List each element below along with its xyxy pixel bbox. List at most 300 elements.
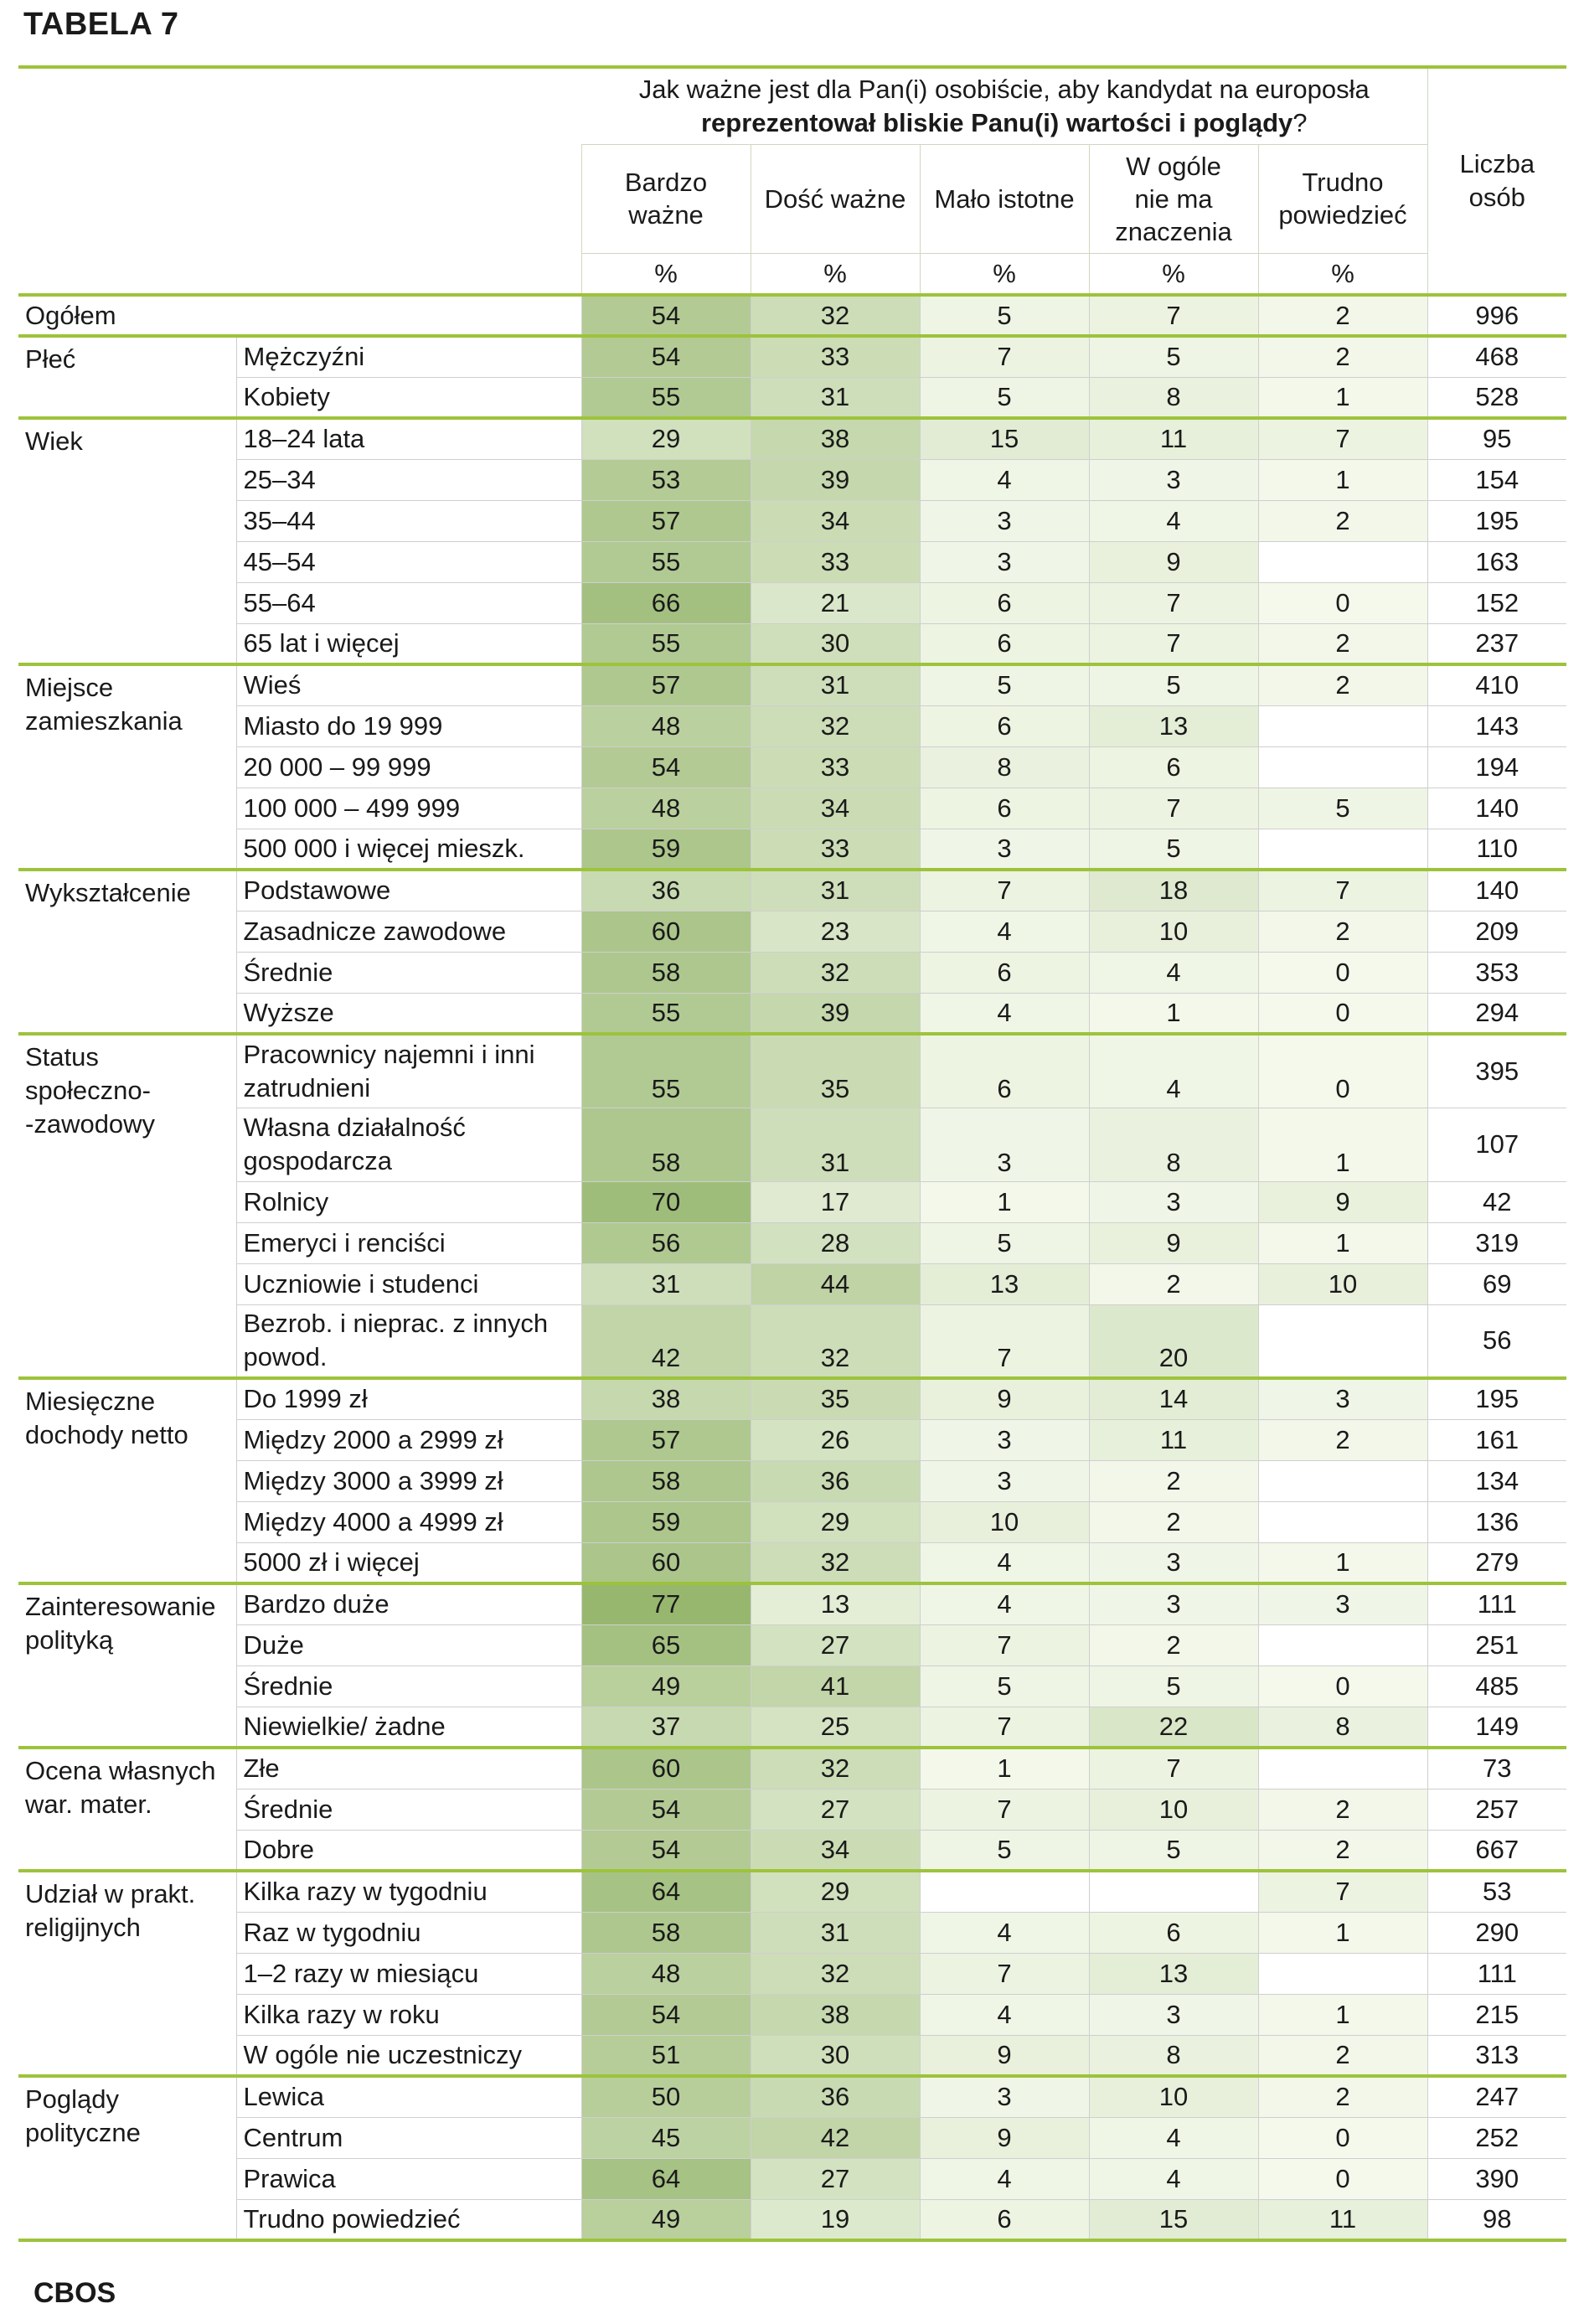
- value-cell: [1258, 541, 1427, 582]
- value-cell: 2: [1258, 911, 1427, 952]
- value-cell: 60: [581, 1748, 751, 1789]
- value-cell: 6: [920, 788, 1089, 829]
- text-line: Średnie: [243, 957, 333, 987]
- unit-label: %: [751, 253, 920, 295]
- value-cell: 58: [581, 1108, 751, 1181]
- count-cell: 294: [1427, 993, 1566, 1034]
- value-cell: 38: [581, 1378, 751, 1419]
- value-cell: 48: [581, 788, 751, 829]
- table-row: [18, 1748, 1566, 1789]
- row-label: [236, 829, 581, 870]
- value-cell: 36: [581, 870, 751, 911]
- row-label: [236, 1912, 581, 1953]
- count-cell: 107: [1427, 1108, 1566, 1181]
- value-cell: 7: [1089, 295, 1258, 336]
- row-label: [236, 336, 581, 377]
- unit-label: %: [920, 253, 1089, 295]
- value-cell: [1258, 746, 1427, 788]
- text-line: Własna działalność: [243, 1113, 466, 1142]
- value-cell: 3: [920, 1108, 1089, 1181]
- count-cell: 215: [1427, 1994, 1566, 2035]
- table-row: [18, 664, 1566, 705]
- value-cell: 3: [1258, 1583, 1427, 1624]
- value-cell: 3: [920, 1460, 1089, 1501]
- text-line: Zainteresowanie: [25, 1592, 216, 1621]
- value-cell: 4: [920, 993, 1089, 1034]
- table-row: [18, 2076, 1566, 2117]
- group-label: [18, 1871, 236, 2076]
- value-cell: 1: [1258, 1994, 1427, 2035]
- count-cell: 111: [1427, 1953, 1566, 1994]
- count-header: [1427, 67, 1566, 295]
- value-cell: 2: [1258, 664, 1427, 705]
- value-cell: 54: [581, 295, 751, 336]
- count-cell: 98: [1427, 2199, 1566, 2240]
- text-line: religijnych: [25, 1913, 141, 1942]
- table-row: [18, 1378, 1566, 1419]
- value-cell: 10: [1089, 1789, 1258, 1830]
- count-cell: 390: [1427, 2158, 1566, 2199]
- text-line: Pracownicy najemni i inni: [243, 1039, 535, 1069]
- table-row: [18, 2199, 1566, 2240]
- value-cell: 23: [751, 911, 920, 952]
- table-row: [18, 1263, 1566, 1304]
- table-row: [18, 870, 1566, 911]
- text-line: Średnie: [243, 1794, 333, 1824]
- text-line: Mężczyźni: [243, 342, 365, 372]
- value-cell: 55: [581, 541, 751, 582]
- value-cell: 32: [751, 1953, 920, 1994]
- table-row: [18, 788, 1566, 829]
- value-cell: 57: [581, 664, 751, 705]
- row-label: [236, 993, 581, 1034]
- group-label: [18, 418, 236, 664]
- group-label: [18, 1748, 236, 1871]
- value-cell: 3: [1258, 1378, 1427, 1419]
- value-cell: 53: [581, 459, 751, 500]
- table-row: [18, 705, 1566, 746]
- value-cell: 37: [581, 1707, 751, 1748]
- value-cell: 2: [1089, 1624, 1258, 1666]
- count-cell: 395: [1427, 1034, 1566, 1108]
- unit-label: %: [1089, 253, 1258, 295]
- value-cell: 32: [751, 1542, 920, 1583]
- value-cell: 34: [751, 500, 920, 541]
- text-line: Między 3000 a 3999 zł: [243, 1465, 503, 1495]
- table-row: [18, 2117, 1566, 2158]
- text-line: Niewielkie/ żadne: [243, 1711, 446, 1741]
- row-label: [236, 582, 581, 623]
- row-label: [236, 1263, 581, 1304]
- value-cell: 3: [1089, 459, 1258, 500]
- text-line: Ocena własnych: [25, 1756, 216, 1785]
- table-row: [18, 1912, 1566, 1953]
- value-cell: 2: [1258, 1419, 1427, 1460]
- text-line: Wieś: [243, 670, 302, 700]
- table-row: [18, 911, 1566, 952]
- text-line: 5000 zł i więcej: [243, 1547, 420, 1577]
- value-cell: 49: [581, 2199, 751, 2240]
- value-cell: 50: [581, 2076, 751, 2117]
- text-line: Trudno powiedzieć: [243, 2203, 461, 2234]
- text-line: war. mater.: [25, 1789, 152, 1819]
- text-line: Podstawowe: [243, 875, 391, 906]
- value-cell: 2: [1258, 1789, 1427, 1830]
- row-label: [236, 2117, 581, 2158]
- row-label: [236, 1181, 581, 1222]
- value-cell: 31: [581, 1263, 751, 1304]
- value-cell: 2: [1258, 500, 1427, 541]
- row-label: [236, 1583, 581, 1624]
- count-cell: 69: [1427, 1263, 1566, 1304]
- row-label: [236, 664, 581, 705]
- value-cell: 54: [581, 336, 751, 377]
- table-row: [18, 1871, 1566, 1912]
- text-line: Wyższe: [243, 997, 334, 1027]
- value-cell: 31: [751, 1912, 920, 1953]
- value-cell: 58: [581, 952, 751, 993]
- table-row: [18, 623, 1566, 664]
- value-cell: 19: [751, 2199, 920, 2240]
- table-row: [18, 1583, 1566, 1624]
- count-cell: 149: [1427, 1707, 1566, 1748]
- text-line: Złe: [243, 1753, 280, 1784]
- text-line: Miasto do 19 999: [243, 710, 443, 741]
- value-cell: 5: [920, 1830, 1089, 1871]
- col-header-malo-istotne: Mało istotne: [920, 144, 1089, 253]
- row-label: [236, 623, 581, 664]
- value-cell: 48: [581, 1953, 751, 1994]
- value-cell: 7: [1258, 418, 1427, 459]
- table-row: [18, 1830, 1566, 1871]
- count-cell: 209: [1427, 911, 1566, 952]
- text-line: 100 000 – 499 999: [243, 793, 461, 823]
- text-line: -zawodowy: [25, 1109, 156, 1139]
- value-cell: 58: [581, 1912, 751, 1953]
- question-text: [581, 67, 1427, 144]
- row-label: [236, 1304, 581, 1378]
- value-cell: 31: [751, 870, 920, 911]
- table-row: [18, 1624, 1566, 1666]
- value-cell: [1258, 1748, 1427, 1789]
- row-label: [236, 746, 581, 788]
- row-label: [236, 500, 581, 541]
- value-cell: 2: [1258, 295, 1427, 336]
- table-row: [18, 336, 1566, 377]
- count-cell: 42: [1427, 1181, 1566, 1222]
- value-cell: 54: [581, 1830, 751, 1871]
- value-cell: 13: [920, 1263, 1089, 1304]
- col-header-trudno-powiedziec: Trudno powiedzieć: [1258, 144, 1427, 253]
- value-cell: 8: [1089, 2035, 1258, 2076]
- value-cell: 3: [1089, 1181, 1258, 1222]
- question-line-1: Jak ważne jest dla Pan(i) osobiście, aby kandydat na europosła: [638, 74, 1370, 104]
- row-label: [236, 870, 581, 911]
- value-cell: 32: [751, 1304, 920, 1378]
- count-cell: 152: [1427, 582, 1566, 623]
- table-row: [18, 1419, 1566, 1460]
- value-cell: 1: [1089, 993, 1258, 1034]
- text-line: społeczno-: [25, 1076, 151, 1105]
- value-cell: 56: [581, 1222, 751, 1263]
- group-label: [18, 664, 236, 870]
- value-cell: [1258, 1501, 1427, 1542]
- value-cell: 48: [581, 705, 751, 746]
- row-label: [236, 1108, 581, 1181]
- count-cell: 163: [1427, 541, 1566, 582]
- count-cell: 313: [1427, 2035, 1566, 2076]
- group-label: [18, 1034, 236, 1378]
- count-cell: 53: [1427, 1871, 1566, 1912]
- value-cell: 0: [1258, 1034, 1427, 1108]
- row-label: [236, 1222, 581, 1263]
- table-header: [18, 67, 1566, 295]
- value-cell: 7: [1089, 1748, 1258, 1789]
- row-label: [236, 1953, 581, 1994]
- value-cell: 13: [1089, 705, 1258, 746]
- group-label: [18, 870, 236, 1034]
- value-cell: 3: [920, 2076, 1089, 2117]
- text-line: zatrudnieni: [243, 1072, 371, 1103]
- value-cell: 7: [920, 1707, 1089, 1748]
- value-cell: 64: [581, 1871, 751, 1912]
- row-label: [236, 2158, 581, 2199]
- value-cell: 8: [920, 746, 1089, 788]
- value-cell: 1: [1258, 1108, 1427, 1181]
- value-cell: 2: [1258, 2076, 1427, 2117]
- value-cell: 59: [581, 1501, 751, 1542]
- value-cell: 15: [920, 418, 1089, 459]
- value-cell: 49: [581, 1666, 751, 1707]
- value-cell: 1: [920, 1748, 1089, 1789]
- total-label: Ogółem: [25, 300, 116, 330]
- table-row: [18, 1666, 1566, 1707]
- row-label: [236, 1501, 581, 1542]
- value-cell: 70: [581, 1181, 751, 1222]
- value-cell: 4: [920, 911, 1089, 952]
- value-cell: 5: [1258, 788, 1427, 829]
- value-cell: 1: [920, 1181, 1089, 1222]
- text-line: Udział w prakt.: [25, 1879, 196, 1908]
- value-cell: 39: [751, 993, 920, 1034]
- count-cell: 143: [1427, 705, 1566, 746]
- value-cell: 7: [920, 870, 1089, 911]
- value-cell: 4: [920, 459, 1089, 500]
- value-cell: 7: [920, 1789, 1089, 1830]
- value-cell: 0: [1258, 2158, 1427, 2199]
- value-cell: 5: [1089, 1666, 1258, 1707]
- value-cell: 7: [1258, 1871, 1427, 1912]
- table-row: [18, 1222, 1566, 1263]
- count-cell: 136: [1427, 1501, 1566, 1542]
- value-cell: 2: [1089, 1263, 1258, 1304]
- text-line: gospodarcza: [243, 1146, 393, 1175]
- value-cell: 36: [751, 1460, 920, 1501]
- table-row: [18, 1108, 1566, 1181]
- value-cell: 7: [1089, 582, 1258, 623]
- value-cell: 1: [1258, 377, 1427, 418]
- count-cell: 319: [1427, 1222, 1566, 1263]
- text-line: Emeryci i renciści: [243, 1227, 446, 1258]
- row-label: [236, 2035, 581, 2076]
- text-line: W ogóle nie uczestniczy: [243, 2039, 523, 2069]
- value-cell: 31: [751, 664, 920, 705]
- value-cell: 6: [1089, 1912, 1258, 1953]
- count-cell: 195: [1427, 500, 1566, 541]
- source-footer: CBOS: [34, 2277, 116, 2309]
- value-cell: 5: [1089, 1830, 1258, 1871]
- row-label: [236, 1542, 581, 1583]
- value-cell: 9: [1089, 541, 1258, 582]
- value-cell: 6: [920, 952, 1089, 993]
- value-cell: 0: [1258, 993, 1427, 1034]
- value-cell: 33: [751, 541, 920, 582]
- value-cell: 0: [1258, 1666, 1427, 1707]
- value-cell: 3: [920, 541, 1089, 582]
- text-line: Uczniowie i studenci: [243, 1268, 479, 1299]
- value-cell: 36: [751, 2076, 920, 2117]
- table-row: [18, 2035, 1566, 2076]
- value-cell: 11: [1258, 2199, 1427, 2240]
- value-cell: 54: [581, 1789, 751, 1830]
- value-cell: 6: [920, 2199, 1089, 2240]
- value-cell: 33: [751, 336, 920, 377]
- count-cell: 468: [1427, 336, 1566, 377]
- value-cell: 2: [1258, 336, 1427, 377]
- value-cell: 10: [1258, 1263, 1427, 1304]
- text-line: Raz w tygodniu: [243, 1917, 421, 1947]
- count-cell: 257: [1427, 1789, 1566, 1830]
- value-cell: 60: [581, 911, 751, 952]
- value-cell: 4: [1089, 952, 1258, 993]
- value-cell: 5: [920, 664, 1089, 705]
- text-line: Miejsce: [25, 673, 114, 702]
- value-cell: 1: [1258, 1542, 1427, 1583]
- value-cell: 5: [920, 1222, 1089, 1263]
- count-cell: 252: [1427, 2117, 1566, 2158]
- value-cell: 6: [920, 623, 1089, 664]
- table-row: [18, 1304, 1566, 1378]
- value-cell: 2: [1258, 2035, 1427, 2076]
- value-cell: 44: [751, 1263, 920, 1304]
- value-cell: 9: [920, 2035, 1089, 2076]
- value-cell: 33: [751, 829, 920, 870]
- value-cell: 1: [1258, 1912, 1427, 1953]
- value-cell: 35: [751, 1034, 920, 1108]
- total-row: [18, 295, 1566, 336]
- count-cell: 110: [1427, 829, 1566, 870]
- row-label: [236, 1707, 581, 1748]
- value-cell: 34: [751, 788, 920, 829]
- row-label: [236, 911, 581, 952]
- text-line: Kilka razy w roku: [243, 1999, 440, 2029]
- value-cell: 11: [1089, 418, 1258, 459]
- value-cell: 4: [1089, 2117, 1258, 2158]
- value-cell: [1258, 829, 1427, 870]
- count-cell: 485: [1427, 1666, 1566, 1707]
- count-cell: 134: [1427, 1460, 1566, 1501]
- value-cell: 30: [751, 2035, 920, 2076]
- question-bold: reprezentował bliskie Panu(i) wartości i poglądy: [700, 107, 1293, 137]
- value-cell: 2: [1258, 1830, 1427, 1871]
- value-cell: 4: [920, 2158, 1089, 2199]
- text-line: Średnie: [243, 1671, 333, 1701]
- value-cell: 3: [920, 1419, 1089, 1460]
- value-cell: 7: [920, 1953, 1089, 1994]
- table-row: [18, 1953, 1566, 1994]
- value-cell: 5: [920, 295, 1089, 336]
- value-cell: 58: [581, 1460, 751, 1501]
- value-cell: 31: [751, 1108, 920, 1181]
- unit-label: %: [1258, 253, 1427, 295]
- table-row: [18, 1789, 1566, 1830]
- value-cell: 9: [920, 1378, 1089, 1419]
- text-line: 35–44: [243, 505, 316, 535]
- value-cell: 1: [1258, 459, 1427, 500]
- value-cell: 42: [581, 1304, 751, 1378]
- count-cell: 73: [1427, 1748, 1566, 1789]
- table-row: [18, 1460, 1566, 1501]
- count-cell: 237: [1427, 623, 1566, 664]
- text-line: 65 lat i więcej: [243, 627, 400, 658]
- text-line: Prawica: [243, 2163, 336, 2193]
- survey-table: [18, 65, 1566, 2242]
- text-line: dochody netto: [25, 1420, 188, 1449]
- value-cell: 13: [1089, 1953, 1258, 1994]
- value-cell: 77: [581, 1583, 751, 1624]
- value-cell: 4: [920, 1912, 1089, 1953]
- value-cell: 8: [1089, 1108, 1258, 1181]
- row-label: [236, 541, 581, 582]
- value-cell: 3: [1089, 1583, 1258, 1624]
- row-label: [236, 1419, 581, 1460]
- table-row: [18, 418, 1566, 459]
- value-cell: 10: [920, 1501, 1089, 1542]
- value-cell: 10: [1089, 2076, 1258, 2117]
- row-label: [236, 1666, 581, 1707]
- value-cell: 31: [751, 377, 920, 418]
- value-cell: 7: [1258, 870, 1427, 911]
- value-cell: 4: [1089, 500, 1258, 541]
- value-cell: 10: [1089, 911, 1258, 952]
- value-cell: 13: [751, 1583, 920, 1624]
- value-cell: 4: [920, 1583, 1089, 1624]
- text-line: polityczne: [25, 2118, 141, 2147]
- text-line: Kilka razy w tygodniu: [243, 1877, 488, 1907]
- value-cell: 25: [751, 1707, 920, 1748]
- value-cell: 27: [751, 2158, 920, 2199]
- value-cell: 65: [581, 1624, 751, 1666]
- count-cell: 111: [1427, 1583, 1566, 1624]
- value-cell: [1258, 1460, 1427, 1501]
- value-cell: 0: [1258, 2117, 1427, 2158]
- row-label: [236, 2199, 581, 2240]
- value-cell: 20: [1089, 1304, 1258, 1378]
- text-line: Miesięczne: [25, 1387, 156, 1416]
- text-line: zamieszkania: [25, 706, 183, 736]
- col-header-dosc-wazne: Dość ważne: [751, 144, 920, 253]
- value-cell: 7: [1089, 623, 1258, 664]
- table-row: [18, 952, 1566, 993]
- row-label: [236, 377, 581, 418]
- table-row: [18, 2158, 1566, 2199]
- row-label: [236, 2076, 581, 2117]
- text-line: 25–34: [243, 464, 316, 494]
- row-label: [236, 1624, 581, 1666]
- count-header-line: osób: [1468, 183, 1525, 212]
- value-cell: 0: [1258, 582, 1427, 623]
- question-end: ?: [1292, 107, 1308, 137]
